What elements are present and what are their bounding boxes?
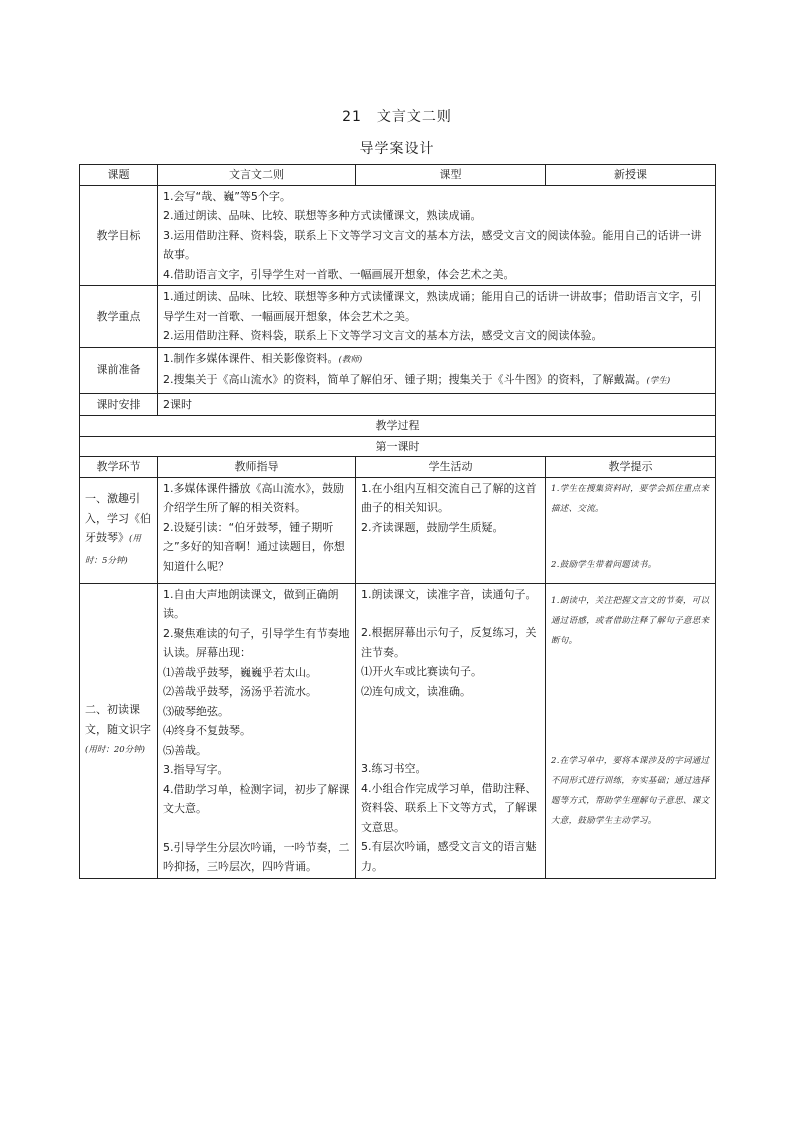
student-step: 5.有层次吟诵，感受文言文的语言魅力。 [361,840,537,873]
process-title: 教学过程 [80,416,716,437]
key-points-label: 教学重点 [80,286,158,348]
preparation-note: (学生) [646,376,671,386]
table-row [80,185,716,286]
header-type-label: 课型 [356,165,546,186]
stage-2-name-cell [80,583,158,878]
table-row [80,416,716,437]
teaching-tip: 2.在学习单中，要将本课涉及的字词通过不同形式进行训练，夯实基础；通过选择题等方式，帮助学生理解句子意思、课文大意，鼓励学生主动学习。 [551,755,710,826]
teacher-step: ⑸善哉。 [163,743,207,757]
teacher-step: 1.自由大声地朗读课文，做到正确朗读。 [163,587,339,620]
teaching-tip: 1.学生在搜集资料时，要学会抓住重点来描述、交流。 [551,483,710,514]
stage-1-name: 一、激趣引入，学习《伯牙鼓琴》 [85,492,151,544]
stage-1-name-cell [80,477,158,583]
stage-1-student [356,477,546,583]
stage-2-tips [546,583,716,878]
schedule-label: 课时安排 [80,393,158,416]
stage-2-name: 二、初读课文，随文识字 [85,703,151,736]
preparation-item [163,349,710,371]
column-header: 学生活动 [356,457,546,478]
table-row [80,165,716,186]
stage-1-time: (用时：5分钟) [85,534,141,566]
period-title: 第一课时 [80,436,716,457]
stage-1-tips [546,477,716,583]
page-subtitle: 导学案设计 [359,141,435,157]
objectives-label: 教学目标 [80,185,158,286]
student-step: 2.根据屏幕出示句子，反复练习，关注节奏。 [361,626,537,659]
objective-item: 3.运用借助注释、资料袋，联系上下文等学习文言文的基本方法，感受文言文的阅读体验。能用自己的话讲一讲故事。 [163,228,702,261]
header-type-value: 新授课 [546,165,716,186]
student-step: ⑴开火车或比赛读句子。 [361,665,482,678]
student-step: 3.练习书空。 [361,762,427,775]
table-row [80,393,716,416]
objective-item: 2.通过朗读、品味、比较、联想等多种方式读懂课文，熟读成诵。 [163,209,482,222]
header-lesson-name: 文言文二则 [158,165,356,186]
teacher-step: ⑷终身不复鼓琴。 [163,724,251,737]
preparation-label: 课前准备 [80,347,158,393]
table-row [80,347,716,393]
table-row [80,457,716,478]
student-step: 1.朗读课文，读准字音，读通句子。 [361,587,537,601]
objective-item: 1.会写“哉、巍”等5个字。 [163,189,291,203]
page-title: 21 文言文二则 [342,109,452,125]
preparation-note: (教师) [338,354,363,365]
teacher-step: 5.引导学生分层次吟诵，一吟节奏，二吟抑扬，三吟层次，四吟背诵。 [163,840,350,873]
objective-item: 4.借助语言文字，引导学生对一首歌、一幅画展开想象，体会艺术之美。 [163,267,515,281]
column-header: 教师指导 [158,457,356,478]
student-step: 4.小组合作完成学习单，借助注释、资料袋、联系上下文等方式，了解课文意思。 [361,781,537,834]
teacher-step: 4.借助学习单，检测字词，初步了解课文大意。 [163,782,350,815]
table-row [80,477,716,583]
teaching-tip: 1.朗读中，关注把握文言文的节奏，可以通过语感，或者借助注释了解句子意思来断句。 [551,595,710,646]
table-row [80,286,716,348]
key-points-cell [158,286,716,348]
teacher-step: 2.聚焦难读的句子，引导学生有节奏地认读。屏幕出现： [163,626,350,659]
objectives-cell [158,185,716,286]
key-point-item: 2.运用借助注释、资料袋，联系上下文等学习文言文的基本方法，感受文言文的阅读体验。 [163,329,603,342]
column-header: 教学环节 [80,457,158,478]
student-step: 1.在小组内互相交流自己了解的这首曲子的相关知识。 [361,481,537,514]
teacher-step: ⑶破琴绝弦。 [163,704,229,718]
table-row [80,583,716,878]
column-header: 教学提示 [546,457,716,478]
teacher-step: 2.设疑引读：“伯牙鼓琴，锺子期听之”多好的知音啊！通过读题目，你想知道什么呢？ [163,520,345,573]
preparation-text: 2.搜集关于《高山流水》的资料，简单了解伯牙、锺子期；搜集关于《斗牛图》的资料，了解戴嵩。 [163,373,647,386]
teaching-tip: 2.鼓励学生带着问题读书。 [551,559,657,570]
lesson-plan-table [79,164,716,879]
student-step: ⑵连句成文，读准确。 [361,684,471,698]
teacher-step: 1.多媒体课件播放《高山流水》，鼓励介绍学生所了解的相关资料。 [163,481,344,514]
schedule-value: 2课时 [158,393,716,416]
student-step: 2.齐读课题，鼓励学生质疑。 [361,520,504,534]
preparation-item [163,370,710,392]
header-topic-label: 课题 [80,165,158,186]
preparation-cell [158,347,716,393]
stage-2-student [356,583,546,878]
table-row [80,436,716,457]
preparation-text: 1.制作多媒体课件、相关影像资料。 [163,351,339,365]
teacher-step: 3.指导写字。 [163,763,229,776]
stage-1-teacher [158,477,356,583]
teacher-step: ⑴善哉乎鼓琴，巍巍乎若太山。 [163,665,317,679]
key-point-item: 1.通过朗读、品味、比较、联想等多种方式读懂课文，熟读成诵；能用自己的话讲一讲故事；借助语言文字，引导学生对一首歌、一幅画展开想象，体会艺术之美。 [163,290,702,323]
stage-2-teacher [158,583,356,878]
teacher-step: ⑵善哉乎鼓琴，汤汤乎若流水。 [163,685,317,698]
stage-2-time: (用时：20分钟) [85,745,145,756]
